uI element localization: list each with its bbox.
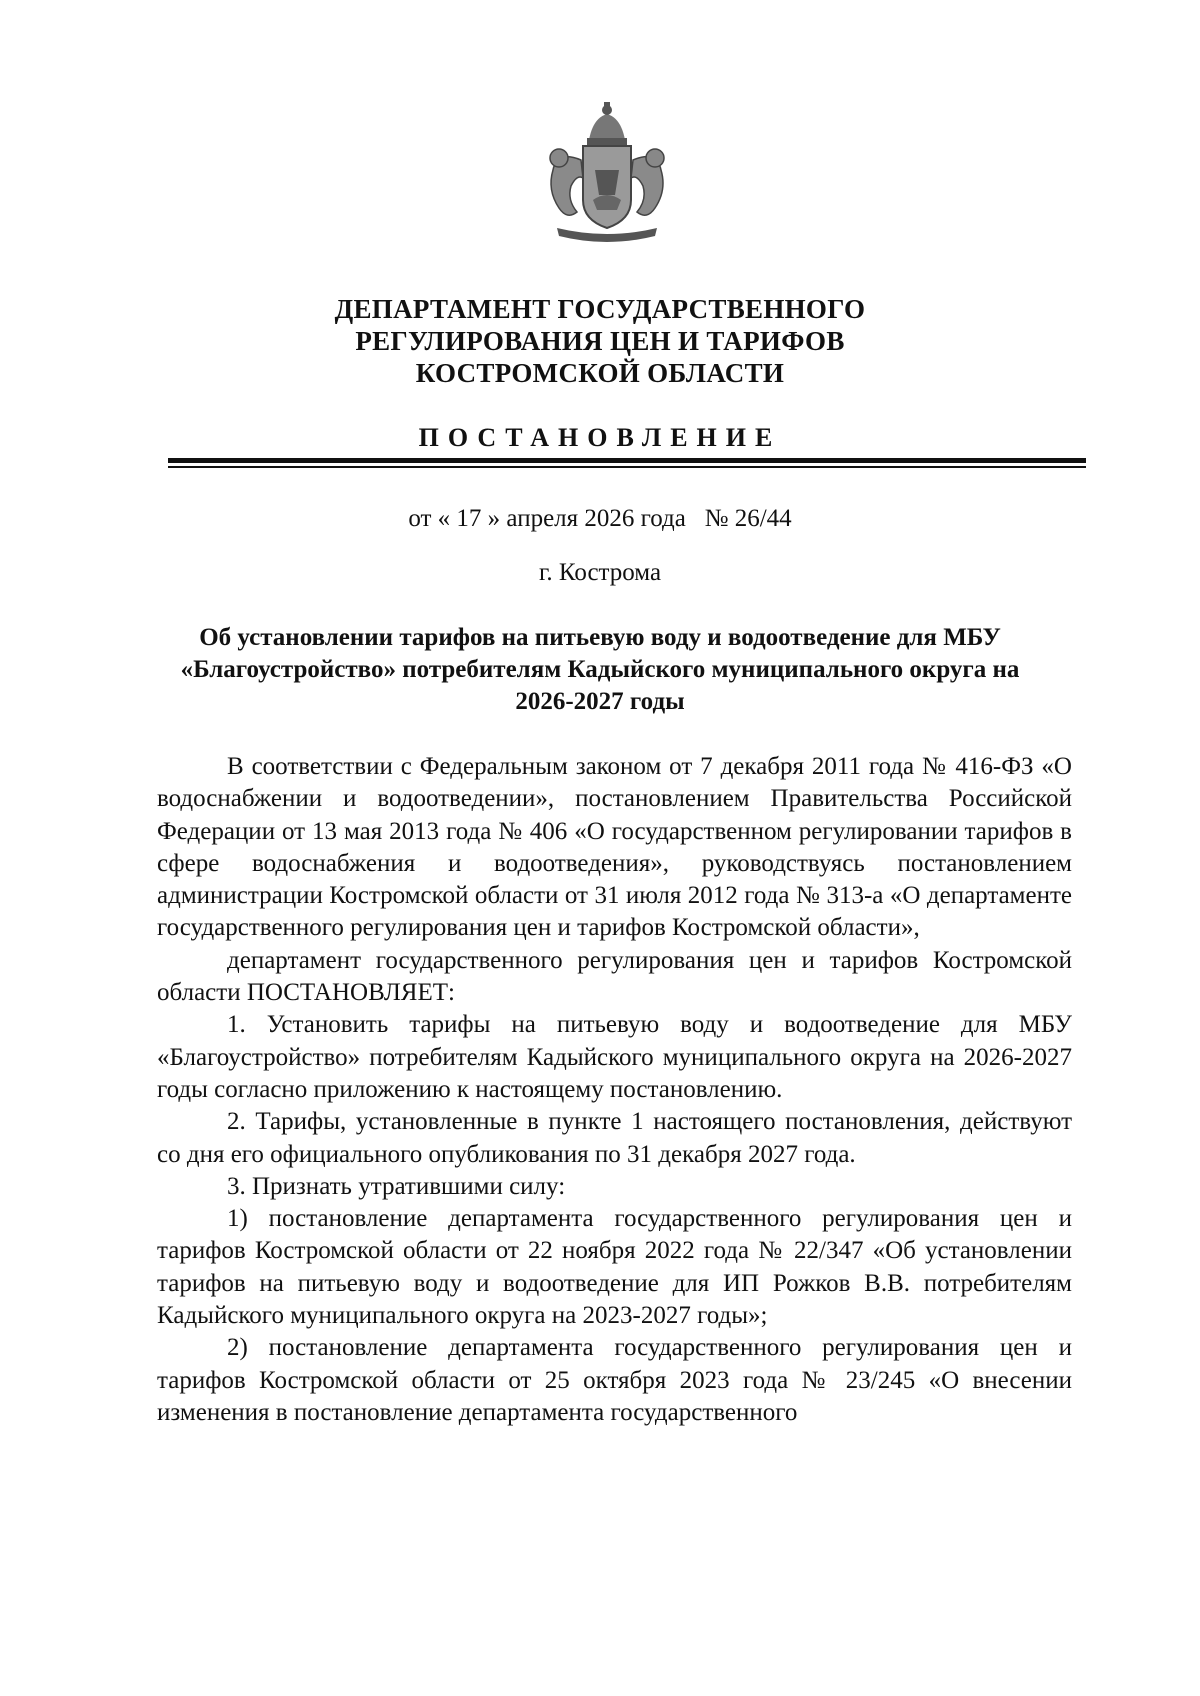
paragraph-item-3-1: 1) постановление департамента государственного регулирования цен и тарифов Костромской области от 22 ноября 2022 года № 22/347 «Об установлении тарифов на питьевую воду и водоотведение для ИП Рожков В.В. потребителям Кадыйского муниципального округа на 2023-2027 годы»;	[157, 1205, 1072, 1330]
paragraph-item-2: 2. Тарифы, установленные в пункте 1 настоящего постановления, действуют со дня его официального опубликования по 31 декабря 2027 года.	[157, 1108, 1072, 1168]
paragraph-resolves: департамент государственного регулирования цен и тарифов Костромской области ПОСТАНОВЛЯЕТ:	[157, 946, 1072, 1007]
paragraph-item-1: 1. Установить тарифы на питьевую воду и водоотведение для МБУ «Благоустройство» потребителям Кадыйского муниципального округа на 2026-2027 годы согласно приложению к настоящему постановлению.	[157, 1011, 1072, 1103]
department-line-3: КОСТРОМСКОЙ ОБЛАСТИ	[415, 358, 785, 388]
document-body	[157, 751, 1072, 1429]
paragraph-item-3-2: 2) постановление департамента государственного регулирования цен и тарифов Костромской области от 25 октября 2023 года № 23/245 «О внесении изменения в постановление департамента государственного	[157, 1334, 1072, 1426]
coat-of-arms-icon	[537, 100, 677, 250]
header-rule-thick	[168, 458, 1086, 463]
department-name	[0, 293, 1200, 389]
date-number-line: от « 17 » апреля 2026 года № 26/44	[408, 505, 792, 532]
header-rule-thin	[168, 466, 1086, 468]
document-title: Об установлении тарифов на питьевую воду и водоотведение для МБУ «Благоустройство» потребителям Кадыйского муниципального округа на 2026-2027 годы	[180, 624, 1020, 715]
department-line-1: ДЕПАРТАМЕНТ ГОСУДАРСТВЕННОГО	[334, 294, 866, 324]
paragraph-item-3: 3. Признать утратившими силу:	[227, 1172, 566, 1200]
document-type: ПОСТАНОВЛЕНИЕ	[418, 423, 782, 452]
paragraph-preamble: В соответствии с Федеральным законом от 7 декабря 2011 года № 416-ФЗ «О водоснабжении и водоотведении», постановлением Правительства Российской Федерации от 13 мая 2013 года № 406 «О государственном регулировании тарифов в сфере водоснабжения и водоотведения», руководствуясь постановлением администрации Костромской области от 31 июля 2012 года № 313-а «О департаменте государственного регулирования цен и тарифов Костромской области»,	[157, 753, 1072, 942]
city-line: г. Кострома	[538, 559, 662, 586]
department-line-2: РЕГУЛИРОВАНИЯ ЦЕН И ТАРИФОВ	[355, 326, 845, 356]
